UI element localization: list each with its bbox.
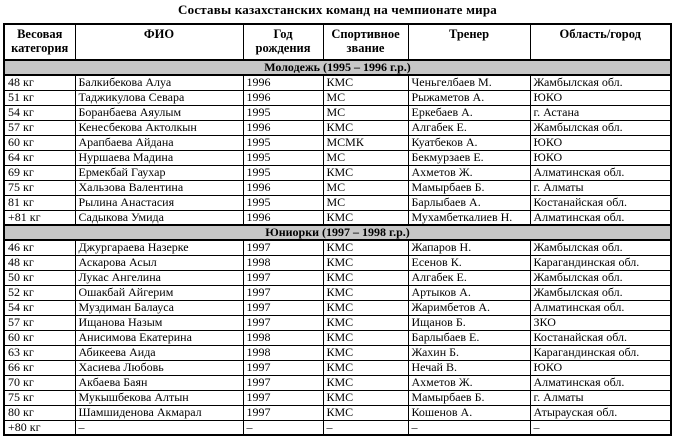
cell-birth-year: 1997 [243,285,323,300]
cell-sport-rank: КМС [323,255,408,270]
table-row [4,150,671,165]
table-row [4,165,671,180]
cell-birth-year: 1997 [243,360,323,375]
section-header-row [4,225,671,240]
cell-weight-category: 70 кг [4,375,75,390]
table-row [4,120,671,135]
cell-sport-rank: МС [323,150,408,165]
cell-sport-rank: КМС [323,120,408,135]
cell-weight-category: 75 кг [4,180,75,195]
header-birth-year: Год рождения [243,24,323,60]
cell-coach: Нечай В. [408,360,530,375]
cell-coach: Ищанов Б. [408,315,530,330]
cell-region-city: Алматинская обл. [530,210,671,225]
cell-weight-category: 48 кг [4,255,75,270]
cell-weight-category: 81 кг [4,195,75,210]
cell-region-city: Карагандинская обл. [530,255,671,270]
cell-weight-category: 60 кг [4,135,75,150]
cell-region-city: Костанайская обл. [530,330,671,345]
cell-weight-category: 54 кг [4,105,75,120]
cell-full-name: Балкибекова Алуа [75,75,243,90]
cell-region-city: Алматинская обл. [530,300,671,315]
cell-sport-rank: КМС [323,345,408,360]
cell-sport-rank: МС [323,180,408,195]
cell-weight-category: +80 кг [4,420,75,435]
header-region-city: Область/город [530,24,671,60]
cell-region-city: Алматинская обл. [530,375,671,390]
cell-weight-category: 51 кг [4,90,75,105]
cell-full-name: Рылина Анастасия [75,195,243,210]
cell-full-name: Джургараева Назерке [75,240,243,255]
cell-region-city: Жамбылская обл. [530,285,671,300]
cell-weight-category: 57 кг [4,120,75,135]
cell-birth-year: 1997 [243,240,323,255]
cell-birth-year: 1995 [243,135,323,150]
cell-weight-category: 46 кг [4,240,75,255]
cell-full-name: Ермекбай Гаухар [75,165,243,180]
header-sport-rank: Спортивное звание [323,24,408,60]
cell-full-name: – [75,420,243,435]
cell-coach: Барлыбаев А. [408,195,530,210]
section-label: Юниорки (1997 – 1998 г.р.) [4,225,671,240]
cell-region-city: ЗКО [530,315,671,330]
table-row [4,300,671,315]
table-row [4,315,671,330]
table-row [4,180,671,195]
cell-sport-rank: КМС [323,315,408,330]
cell-weight-category: 64 кг [4,150,75,165]
cell-full-name: Ищанова Назым [75,315,243,330]
cell-full-name: Мукышбекова Алтын [75,390,243,405]
cell-weight-category: 80 кг [4,405,75,420]
cell-coach: Жапаров Н. [408,240,530,255]
cell-coach: Кошенов А. [408,405,530,420]
table-row [4,270,671,285]
section-label: Молодежь (1995 – 1996 г.р.) [4,60,671,75]
cell-region-city: Алматинская обл. [530,165,671,180]
cell-coach: Жаримбетов А. [408,300,530,315]
cell-full-name: Анисимова Екатерина [75,330,243,345]
cell-region-city: Жамбылская обл. [530,120,671,135]
table-row [4,135,671,150]
table-header [4,24,671,60]
cell-coach: Барлыбаев Е. [408,330,530,345]
table-body [4,60,671,435]
cell-coach: Алгабек Е. [408,270,530,285]
cell-full-name: Хасиева Любовь [75,360,243,375]
cell-full-name: Таджикулова Севара [75,90,243,105]
table-row [4,195,671,210]
cell-region-city: Костанайская обл. [530,195,671,210]
cell-coach: Ахметов Ж. [408,165,530,180]
cell-birth-year: 1997 [243,270,323,285]
cell-coach: Рыжаметов А. [408,90,530,105]
cell-weight-category: 52 кг [4,285,75,300]
cell-birth-year: 1995 [243,150,323,165]
cell-weight-category: +81 кг [4,210,75,225]
cell-sport-rank: КМС [323,375,408,390]
cell-birth-year: 1996 [243,210,323,225]
cell-birth-year: 1996 [243,120,323,135]
cell-weight-category: 63 кг [4,345,75,360]
cell-sport-rank: МСМК [323,135,408,150]
cell-region-city: Жамбылская обл. [530,240,671,255]
cell-birth-year: 1997 [243,375,323,390]
header-row [4,24,671,60]
cell-region-city: Карагандинская обл. [530,345,671,360]
header-coach: Тренер [408,24,530,60]
cell-sport-rank: КМС [323,75,408,90]
header-full-name: ФИО [75,24,243,60]
cell-sport-rank: КМС [323,330,408,345]
cell-sport-rank: МС [323,195,408,210]
cell-full-name: Кенесбекова Актолкын [75,120,243,135]
cell-full-name: Аскарова Асыл [75,255,243,270]
cell-birth-year: 1996 [243,75,323,90]
table-row [4,240,671,255]
table-row [4,345,671,360]
table-row [4,405,671,420]
header-weight-category: Весовая категория [4,24,75,60]
cell-birth-year: 1995 [243,105,323,120]
cell-weight-category: 48 кг [4,75,75,90]
cell-coach: Куатбеков А. [408,135,530,150]
cell-sport-rank: КМС [323,405,408,420]
cell-weight-category: 69 кг [4,165,75,180]
cell-full-name: Хальзова Валентина [75,180,243,195]
table-row [4,360,671,375]
cell-birth-year: 1997 [243,405,323,420]
cell-birth-year: 1995 [243,195,323,210]
cell-full-name: Садыкова Умида [75,210,243,225]
cell-region-city: ЮКО [530,90,671,105]
cell-coach: Ахметов Ж. [408,375,530,390]
cell-sport-rank: КМС [323,360,408,375]
cell-sport-rank: КМС [323,300,408,315]
cell-weight-category: 54 кг [4,300,75,315]
cell-coach: Артыков А. [408,285,530,300]
cell-full-name: Боранбаева Аяулым [75,105,243,120]
cell-coach: Жахин Б. [408,345,530,360]
cell-full-name: Абикеева Аида [75,345,243,360]
cell-region-city: ЮКО [530,150,671,165]
cell-weight-category: 57 кг [4,315,75,330]
cell-coach: Мамырбаев Б. [408,390,530,405]
cell-region-city: – [530,420,671,435]
cell-full-name: Акбаева Баян [75,375,243,390]
table-row [4,330,671,345]
cell-full-name: Шамшиденова Акмарал [75,405,243,420]
cell-region-city: Жамбылская обл. [530,270,671,285]
cell-sport-rank: КМС [323,285,408,300]
table-row [4,75,671,90]
cell-birth-year: 1995 [243,165,323,180]
cell-coach: Бекмурзаев Е. [408,150,530,165]
table-row [4,375,671,390]
cell-full-name: Арапбаева Айдана [75,135,243,150]
cell-coach: Алгабек Е. [408,120,530,135]
cell-region-city: г. Алматы [530,390,671,405]
cell-full-name: Лукас Ангелина [75,270,243,285]
cell-sport-rank: КМС [323,270,408,285]
cell-coach: Мамырбаев Б. [408,180,530,195]
cell-full-name: Муздиман Балауса [75,300,243,315]
cell-weight-category: 66 кг [4,360,75,375]
cell-coach: Мухамбеткалиев Н. [408,210,530,225]
cell-birth-year: 1996 [243,90,323,105]
cell-coach: – [408,420,530,435]
cell-region-city: ЮКО [530,360,671,375]
cell-coach: Ченьгелбаев М. [408,75,530,90]
cell-birth-year: – [243,420,323,435]
cell-birth-year: 1998 [243,345,323,360]
table-row [4,390,671,405]
table-row [4,255,671,270]
cell-region-city: г. Астана [530,105,671,120]
roster-table [3,23,672,436]
cell-birth-year: 1997 [243,390,323,405]
cell-sport-rank: МС [323,105,408,120]
cell-weight-category: 75 кг [4,390,75,405]
cell-region-city: Атырауская обл. [530,405,671,420]
cell-sport-rank: МС [323,90,408,105]
cell-sport-rank: КМС [323,210,408,225]
table-row [4,210,671,225]
page-title: Составы казахстанских команд на чемпионате мира [178,2,497,17]
table-row [4,90,671,105]
cell-birth-year: 1998 [243,330,323,345]
table-row [4,105,671,120]
cell-region-city: ЮКО [530,135,671,150]
cell-birth-year: 1996 [243,180,323,195]
cell-birth-year: 1997 [243,315,323,330]
section-header-row [4,60,671,75]
table-row [4,285,671,300]
cell-sport-rank: КМС [323,390,408,405]
cell-coach: Есенов К. [408,255,530,270]
cell-birth-year: 1997 [243,300,323,315]
cell-region-city: Жамбылская обл. [530,75,671,90]
cell-coach: Еркебаев А. [408,105,530,120]
cell-birth-year: 1998 [243,255,323,270]
table-row [4,420,671,435]
cell-region-city: г. Алматы [530,180,671,195]
cell-full-name: Нуршаева Мадина [75,150,243,165]
cell-sport-rank: – [323,420,408,435]
cell-weight-category: 60 кг [4,330,75,345]
cell-sport-rank: КМС [323,165,408,180]
cell-weight-category: 50 кг [4,270,75,285]
cell-sport-rank: КМС [323,240,408,255]
cell-full-name: Ошакбай Айгерим [75,285,243,300]
